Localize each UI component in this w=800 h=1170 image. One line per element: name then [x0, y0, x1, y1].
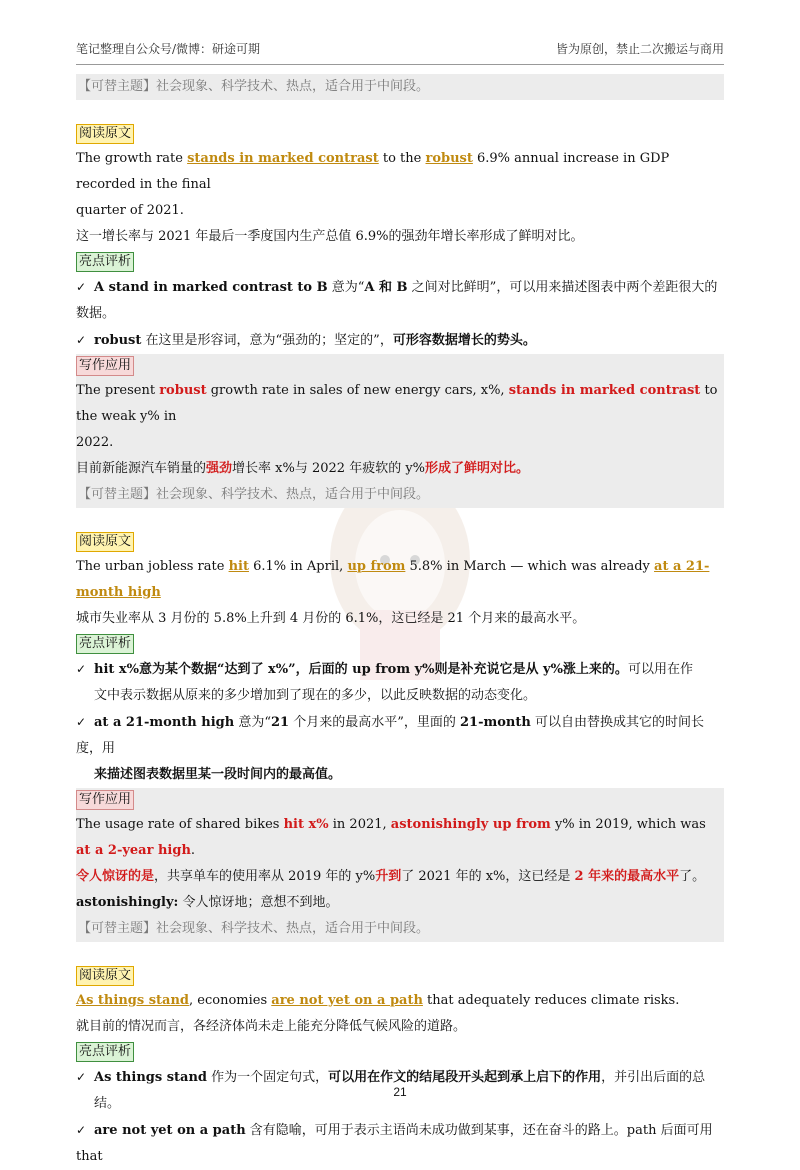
header-right-text: 皆为原创，禁止二次搬运与商用	[555, 42, 724, 56]
s1-highlight-2: ✓ robust 在这里是形容词，意为“强劲的；坚定的”，可形容数据增长的势头。	[76, 327, 724, 354]
label-highlight: 亮点评析	[76, 634, 134, 654]
topic-line: 【可替主题】社会现象、科学技术、热点，适合用于中间段。	[76, 74, 724, 100]
label-reading-original: 阅读原文	[76, 124, 134, 144]
label-reading-original: 阅读原文	[76, 966, 134, 986]
s2-english: The urban jobless rate hit 6.1% in April, up from 5.8% in March — which was already at a 21-month high	[76, 559, 710, 600]
s1-writing-chinese: 目前新能源汽车销量的强劲增长率 x%与 2022 年疲软的 y%形成了鲜明对比。	[76, 461, 530, 476]
s1-writing-block	[76, 354, 724, 508]
s2-writing-english: The usage rate of shared bikes hit x% in 2021, astonishingly up from y% in 2019, which was at a 2-year high.	[76, 817, 706, 858]
label-highlight: 亮点评析	[76, 252, 134, 272]
check-icon: ✓	[76, 662, 87, 676]
check-icon: ✓	[76, 1123, 87, 1137]
label-highlight: 亮点评析	[76, 1042, 134, 1062]
s2-writing-block	[76, 788, 724, 942]
s1-chinese: 这一增长率与 2021 年最后一季度国内生产总值 6.9%的强劲年增长率形成了鲜明对比。	[76, 229, 584, 244]
s2-writing-chinese: 令人惊讶的是，共享单车的使用率从 2019 年的 y%升到了 2021 年的 x%，这已经是 2 年来的最高水平了。	[76, 869, 706, 884]
s2-highlight-2: ✓ at a 21-month high 意为“21 个月来的最高水平”，里面的 21-month 可以自由替换成其它的时间长度，用	[76, 709, 724, 762]
label-reading-original: 阅读原文	[76, 532, 134, 552]
page-header	[76, 40, 724, 58]
check-icon: ✓	[76, 333, 87, 347]
header-divider	[76, 64, 724, 65]
s2-chinese: 城市失业率从 3 月份的 5.8%上升到 4 月份的 6.1%，这已经是 21 个月来的最高水平。	[76, 611, 586, 626]
s1-english: The growth rate stands in marked contrast to the robust 6.9% annual increase in GDP recorded in the final quarter of 2021.	[76, 151, 670, 218]
s3-highlight-2: ✓ are not yet on a path 含有隐喻，可用于表示主语尚未成功做到某事，还在奋斗的路上。path 后面可用 that	[76, 1117, 724, 1170]
topic-line: 【可替主题】社会现象、科学技术、热点，适合用于中间段。	[78, 921, 430, 936]
s3-highlight-1-cont: 结。	[94, 1096, 121, 1111]
check-icon: ✓	[76, 715, 87, 729]
label-writing: 写作应用	[76, 356, 134, 376]
s1-highlight-1: ✓ A stand in marked contrast to B 意为“A 和 B 之间对比鲜明”，可以用来描述图表中两个差距很大的数据。	[76, 274, 724, 327]
check-icon: ✓	[76, 1070, 87, 1084]
s2-highlight-1: ✓ hit x%意为某个数据“达到了 x%”，后面的 up from y%则是补充说它是从 y%涨上来的。可以用在作	[76, 656, 724, 683]
check-icon: ✓	[76, 280, 87, 294]
topic-line: 【可替主题】社会现象、科学技术、热点，适合用于中间段。	[78, 487, 430, 502]
s3-english: As things stand, economies are not yet on a path that adequately reduces climate risks.	[76, 993, 680, 1008]
label-writing: 写作应用	[76, 790, 134, 810]
page-body	[76, 74, 724, 1170]
s3-chinese: 就目前的情况而言，各经济体尚未走上能充分降低气候风险的道路。	[76, 1019, 467, 1034]
s2-writing-note: astonishingly: 令人惊讶地；意想不到地。	[76, 895, 339, 910]
page-number: 21	[393, 1085, 407, 1099]
s2-highlight-1-cont: 文中表示数据从原来的多少增加到了现在的多少，以此反映数据的动态变化。	[94, 688, 537, 703]
header-left-text: 笔记整理自公众号/微博：研途可期	[76, 42, 261, 56]
s1-writing-english: The present robust growth rate in sales of new energy cars, x%, stands in marked contrast to the weak y% in 2022.	[76, 383, 718, 450]
s2-highlight-2-cont: 来描述图表数据里某一段时间内的最高值。	[94, 767, 342, 782]
s3-highlight-1: ✓ As things stand 作为一个固定句式，可以用在作文的结尾段开头起到承上启下的作用，并引出后面的总	[76, 1064, 724, 1091]
